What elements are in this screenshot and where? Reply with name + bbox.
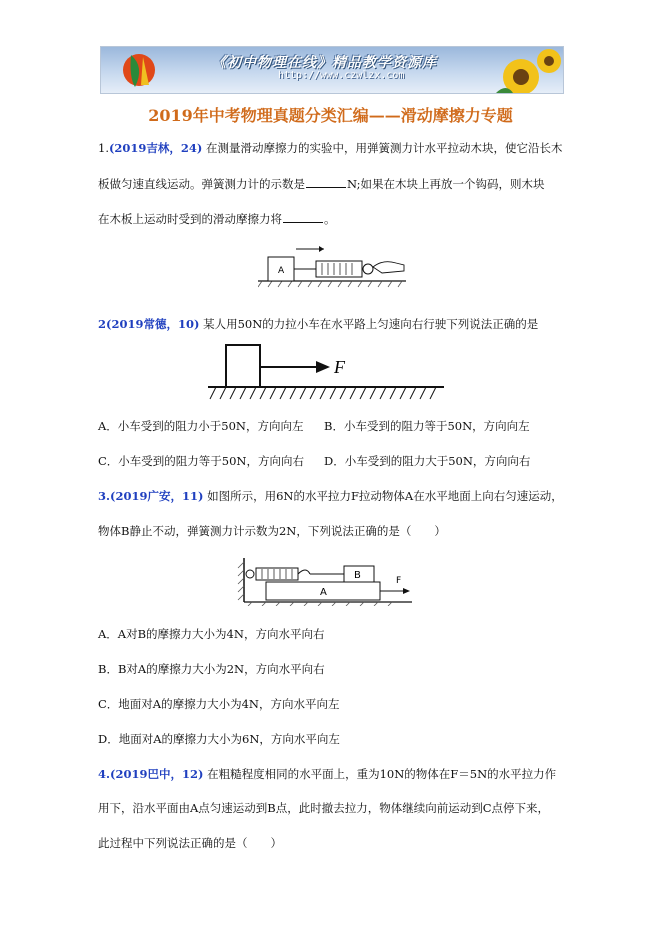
q3-text-1: 如图所示，用6N的水平拉力F拉动物体A在水平地面上向右匀速运动， — [207, 489, 563, 503]
q4-text-3: 此过程中下列说法正确的是（ ） — [98, 836, 282, 850]
q4-line-1 — [98, 766, 556, 782]
q2-source: (2019常德，10) — [106, 317, 200, 331]
q1-line-3 — [98, 211, 336, 227]
banner-url: http://www.czwlzx.com — [278, 70, 405, 81]
q2-line-1 — [98, 316, 538, 332]
q3-figure — [236, 556, 418, 606]
q1-text-1: 在测量滑动摩擦力的实验中，用弹簧测力计水平拉动木块，使它沿长木 — [206, 141, 563, 155]
q2-number: 2 — [98, 317, 107, 331]
q2-option-row-2b — [324, 453, 530, 469]
q2-option-row-1b — [324, 418, 530, 434]
q3-option-c[interactable]: C．地面对A的摩擦力大小为4N，方向水平向左 — [98, 697, 340, 711]
q4-text-2: 用下，沿水平面由A点匀速运动到B点，此时撤去拉力，物体继续向前运动到C点停下来， — [98, 801, 550, 815]
q3-block-b-label: B — [354, 570, 361, 581]
q3-option-a[interactable]: A．A对B的摩擦力大小为4N，方向水平向右 — [98, 627, 325, 641]
document-title: 2019年中考物理真题分类汇编——滑动摩擦力专题 — [148, 106, 513, 125]
q2-figure — [208, 343, 444, 407]
q1-number: 1. — [98, 141, 109, 155]
banner-title: 《初中物理在线》精品教学资源库 — [212, 55, 437, 71]
q1-figure — [258, 243, 406, 293]
q3-block-a-label: A — [320, 587, 327, 598]
q2-option-row-1 — [98, 418, 304, 434]
q1-line-1 — [98, 140, 563, 156]
q3-option-d[interactable]: D．地面对A的摩擦力大小为6N，方向水平向左 — [98, 732, 340, 746]
q1-text-3b: 。 — [324, 212, 336, 226]
q2-option-b[interactable]: B．小车受到的阻力等于50N，方向向左 — [324, 419, 530, 433]
q4-source: (2019巴中，12) — [110, 767, 204, 781]
q3-force-label: F — [396, 576, 402, 586]
q3-line-2 — [98, 523, 446, 539]
q1-blank-1[interactable] — [306, 177, 346, 188]
q1-block-label: A — [278, 266, 285, 276]
q1-blank-2[interactable] — [283, 212, 323, 223]
q1-text-2b: N;如果在木块上再放一个钩码，则木块 — [347, 177, 545, 191]
q3-number: 3. — [98, 489, 111, 503]
q3-text-2: 物体B静止不动，弹簧测力计示数为2N，下列说法正确的是（ ） — [98, 524, 446, 538]
q2-option-c[interactable]: C．小车受到的阻力等于50N，方向向右 — [98, 454, 304, 468]
q2-text: 某人用50N的力拉小车在水平路上匀速向右行驶下列说法正确的是 — [203, 317, 539, 331]
q3-source: (2019广安，11) — [110, 489, 204, 503]
q4-number: 4. — [98, 767, 111, 781]
q4-line-2 — [98, 800, 549, 816]
q1-source: (2019吉林，24) — [108, 141, 203, 155]
q2-force-label: F — [334, 357, 345, 377]
q3-line-1 — [98, 488, 563, 504]
q4-text-1: 在粗糙程度相同的水平面上，重为10N的物体在F＝5N的水平拉力作 — [207, 767, 557, 781]
q2-option-a[interactable]: A．小车受到的阻力小于50N，方向向左 — [98, 419, 304, 433]
q2-option-d[interactable]: D．小车受到的阻力大于50N，方向向右 — [324, 454, 531, 468]
q1-line-2 — [98, 176, 545, 192]
q2-option-row-2 — [98, 453, 304, 469]
q3-option-b[interactable]: B．B对A的摩擦力大小为2N，方向水平向右 — [98, 662, 325, 676]
q1-text-3a: 在木板上运动时受到的滑动摩擦力将 — [98, 212, 282, 226]
q1-text-2a: 板做匀速直线运动。弹簧测力计的示数是 — [98, 177, 305, 191]
q4-line-3 — [98, 835, 282, 851]
